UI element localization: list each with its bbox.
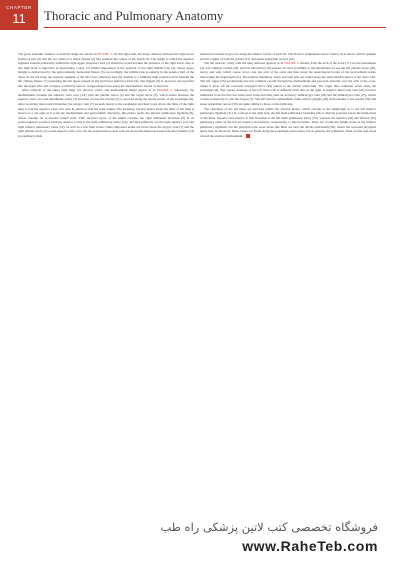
chapter-label: CHAPTER bbox=[6, 5, 32, 10]
paragraph: sheltered locations in grooves along the inferior border of each rib. The thoracic sympathetic nerve chain (14) is shown with its ganglia and the origins of both the greater (15) and lesser splanchnic nerves (16). bbox=[200, 52, 376, 61]
chapter-number: 11 bbox=[12, 11, 26, 26]
header-rule bbox=[44, 27, 386, 28]
left-column bbox=[18, 52, 194, 138]
figure-reference-link[interactable]: FIGURE 2 bbox=[156, 88, 172, 93]
chapter-badge bbox=[0, 0, 38, 30]
paragraph: The structures of the left hilus are enclosed within the visceral pleura, which extends to the diaphragm as to the left inferior pulmonary ligament (31). In contrast to the right side, the left main pulmonary bronchus (32) is directly posterior but in the midportion of the hilus. Superior and anterior to this bronchus is the left main pulmonary artery (33), whereas the superior (34) and inferior (35) pulmonary veins on the left are anterior and inferior, respectively, to this bronchus. There are occasional lymph nodes in the inferior pulmonary ligament, but the principal node areas about this hilus are near the ductus arteriosum (36), where the recurrent laryngeal nerve may be involved. Other nodes are found along the esophagus and trachea, but in general, the lymphatic chain on this side tends toward the anterior mediastinum. bbox=[200, 106, 376, 138]
figure-reference-link[interactable]: FIGURE 1 bbox=[97, 52, 112, 56]
figure-reference-link[interactable]: FIGURE 3 bbox=[284, 61, 299, 66]
right-column bbox=[200, 52, 376, 138]
end-of-article-mark bbox=[246, 134, 250, 138]
chapter-title: Thoracic and Pulmonary Anatomy bbox=[44, 8, 224, 23]
paragraph: The gross anatomic features of both the lungs are shown in FIGURE 1. On the right side, the major division between the right lower (inferior) lobe (3) and the two others is a major fissure (2) that parallels the course of the fourth rib. The height to which the superior segment extends posteriorly behind the right upper (superior) lobe (1) should be noted because the presence of the right lower lobe at this high level is important in interpreting x-rays. Of similar importance is the position of the right middle lobe (4), whose upper margin is demarcated by the approximately horizontal fissure (5). Accordingly, the middle lobe is entirely in the anterior half of the chest. In the left lung, the superior segment of the left lower (inferior) lobe (9) extends to a similarly high posterior level beneath the left oblique fissure (7) separating the left upper (superior) (6) and lower (inferior) lobes (9). The lingula (8) is, however, incorporated into the upper lobe and occupies a relatively narrow, wedge-shaped area along the anteroinferior border of that lobe. bbox=[18, 52, 194, 88]
paragraph: After removal of the entire right lung, the thoracic cavity and mediastinum might appear as in FIGURE 2. Superiorly, the mediastinum contains the superior vena cava (1A) with the phrenic nerve (2) and the vagus nerve (3), which enters between the superior vena cava and innominate artery (4) and then crosses the trachea (5) to proceed along the lateral border of the esophagus (6). After receiving intercostal tributaries, the azygos vein (7) ascends lateral to the esophagus and then loops above the hilus of the right lung to join the superior vena cava near its junction with the right atrium. The investing visceral pleura about the hilus of the lung is shown as a cut edge as it joins the mediastinum and pericardium. Inferiorly, this pleura forms the inferior pulmonary ligament (8), which contains an occasional lymph node. This enclosed space of the hilum contains the right mainstem bronchus (9) in its posterosuperior position. Directly anterior to this is the right pulmonary artery (10), and then inferiorly are the right superior (11) and right inferior pulmonary veins (12), as well as a few hilar nodes. Other important nodes are those about the azygos vein (7) and the right phrenic nerve (2) on the superior vena cava. On the posterolateral chest wall are shown the intercostal neurovascular bundles (13) proceeding in their bbox=[18, 88, 194, 138]
watermark-banner bbox=[0, 512, 400, 561]
store-url[interactable]: www.RaheTeb.com bbox=[242, 538, 378, 554]
store-name: فروشگاه تخصصی کتب لاتین پزشکی راه طب bbox=[160, 520, 378, 534]
paragraph: The left thoracic cavity with the lung removed appears as in FIGURE 3. Arising from the arch of the aorta (17) are the innominate (4), left common carotid (18), and left subclavian (19) arteries. In close proximity to the innominate we see the left phrenic nerve (20), artery, and vein, which course down over the arch of the aorta and then along the anterolateral border of the pericardium before innervating the diaphragm (21). The internal mammary artery and vein (22) are found along the anteromedial aspect of the chest wall. The left vagus (23) accompanies the left common carotid through the mediastinum and proceeds laterally over the arch of the aorta, where it gives off the recurrent laryngeal nerve (24) lateral to the ductus arteriosum. The vagus then continues down along the esophagus (6). The venous drainage of the left chest wall is different from that on the right. A superior intercostal vein (25) receives tributaries from the first few intercostal veins and then joins an accessory hemiazygos vein (26) and the hemiazygos vein (27), which courses posteriorly to join the azygos (7). The left thoracic sympathetic trunk with its ganglia (28) and branches to the greater (29) and lesser splanchnic nerves (30) are quite similar to those on the right side. bbox=[200, 61, 376, 107]
